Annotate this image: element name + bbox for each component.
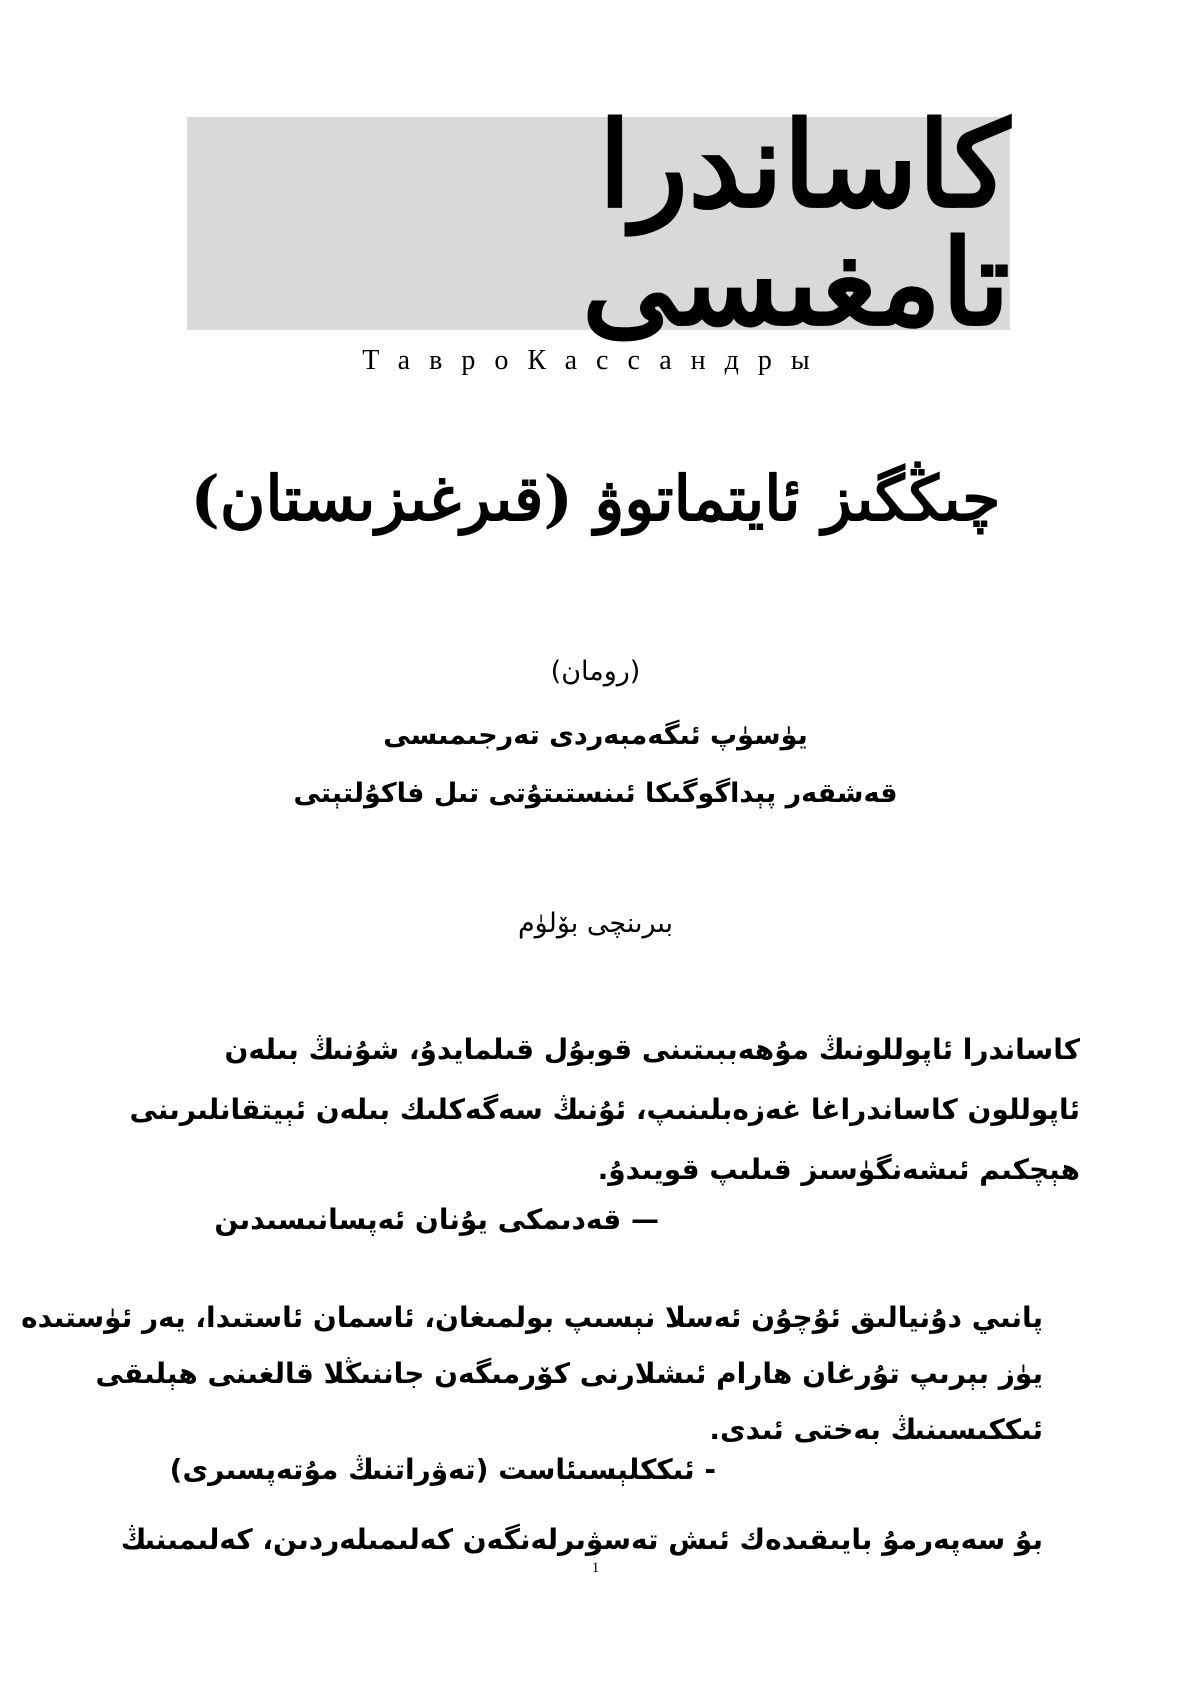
paragraph-2 bbox=[21, 1290, 1043, 1458]
author-line: چىڭگىز ئايتماتوۋ (قىرغىزىستان) bbox=[190, 462, 1001, 535]
institution-line: قەشقەر پېداگوگىكا ئىنستىتۇتى تىل فاكۇلتېتى bbox=[293, 778, 898, 809]
title-cyrillic: ТаврoКассандры bbox=[362, 345, 829, 376]
genre-label: (رومان) bbox=[550, 656, 641, 687]
paragraph-line: بۇ سەپەرمۇ بايىقىدەك ئىش تەسۋىرلەنگەن كەلىمىلەردىن، كەلىمىنىڭ bbox=[120, 1523, 1043, 1556]
book-title: كاساندرا تامغىسى bbox=[581, 94, 1010, 352]
part-heading: بىرىنچى بۆلۈم bbox=[517, 908, 674, 939]
page-number: 1 bbox=[591, 1560, 600, 1576]
translator-line: يۈسۈپ ئىگەمبەردى تەرجىمىسى bbox=[383, 720, 808, 751]
paragraph-1 bbox=[115, 1020, 1080, 1200]
paragraph-line: پانىي دۇنيالىق ئۇچۇن ئەسلا نېسىپ بولمىغان، ئاسمان ئاستىدا، يەر ئۈستىدە bbox=[21, 1301, 1043, 1334]
paragraph-line: كاساندرا ئاپوللونىڭ مۇھەببىتىنى قوبۇل قىلمايدۇ، شۇنىڭ بىلەن bbox=[224, 1033, 1080, 1066]
paragraph-line: ئىككىسىنىڭ بەختى ئىدى. bbox=[709, 1413, 1043, 1446]
epigraph-source-1: — قەدىمكى يۇنان ئەپسانىسىدىن bbox=[214, 1203, 659, 1236]
paragraph-line: ئاپوللون كاساندراغا غەزەبلىنىپ، ئۇنىڭ سەگەكلىك بىلەن ئېيتقانلىرىنى bbox=[129, 1093, 1080, 1126]
paragraph-line: يۈز بېرىپ تۇرغان ھارام ئىشلارنى كۆرمىگەن جاننىڭلا قالغىنى ھېلىقى bbox=[95, 1357, 1043, 1390]
epigraph-source-2: - ئىككلېسىئاست (تەۋراتنىڭ مۇتەپسىرى) bbox=[169, 1453, 716, 1486]
paragraph-line: ھېچكىم ئىشەنگۈسىز قىلىپ قويىدۇ. bbox=[597, 1153, 1080, 1186]
